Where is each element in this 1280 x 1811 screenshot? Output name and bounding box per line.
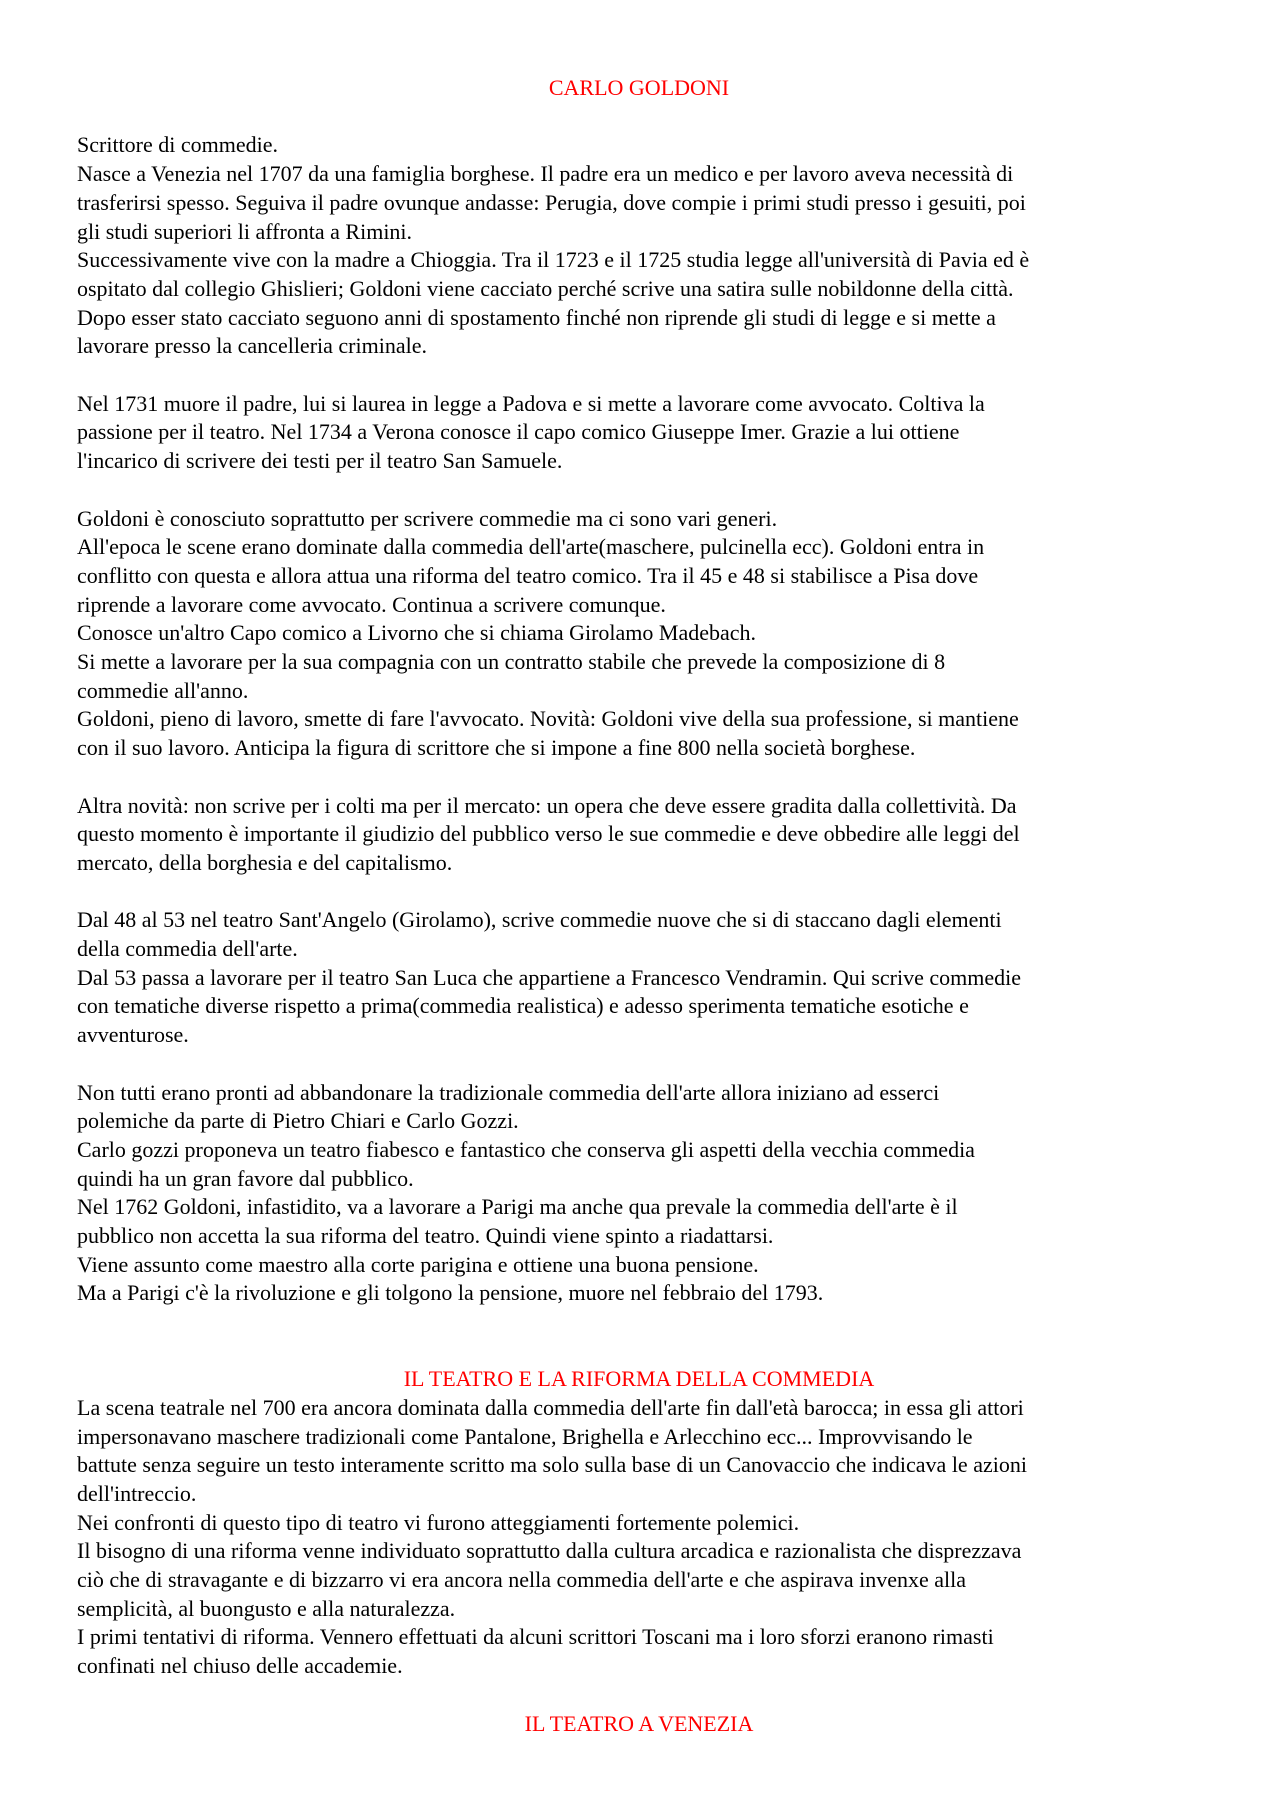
text-line: Dal 53 passa a lavorare per il teatro San Luca che appartiene a Francesco Vendramin. Qui scrive commedie — [77, 964, 1021, 990]
text-line: impersonavano maschere tradizionali come Pantalone, Brighella e Arlecchino ecc... Improvvisando le — [77, 1423, 973, 1449]
text-line: Carlo gozzi proponeva un teatro fiabesco e fantastico che conserva gli aspetti della vecchia commedia — [77, 1136, 975, 1162]
text-line: lavorare presso la cancelleria criminale. — [77, 333, 427, 359]
section-heading-venezia: IL TEATRO A VENEZIA — [524, 1710, 754, 1736]
text-line: Viene assunto come maestro alla corte parigina e ottiene una buona pensione. — [77, 1251, 759, 1277]
text-line: Non tutti erano pronti ad abbandonare la tradizionale commedia dell'arte allora iniziano ad esserci — [77, 1079, 940, 1105]
text-line: Ma a Parigi c'è la rivoluzione e gli tolgono la pensione, muore nel febbraio del 1793. — [77, 1280, 824, 1306]
paragraph-market — [77, 792, 1201, 878]
text-line: Dal 48 al 53 nel teatro Sant'Angelo (Girolamo), scrive commedie nuove che si di staccano dagli elementi — [77, 907, 1002, 933]
text-line: trasferirsi spesso. Seguiva il padre ovunque andasse: Perugia, dove compie i primi studi presso i gesuiti, poi — [77, 189, 1026, 215]
text-line: Nasce a Venezia nel 1707 da una famiglia borghese. Il padre era un medico e per lavoro aveva necessità di — [77, 161, 1014, 187]
text-line: l'incarico di scrivere dei testi per il teatro San Samuele. — [77, 448, 563, 474]
text-line: conflitto con questa e allora attua una riforma del teatro comico. Tra il 45 e 48 si stabilisce a Pisa dove — [77, 562, 979, 588]
paragraph-biography — [77, 131, 1201, 361]
text-line: polemiche da parte di Pietro Chiari e Carlo Gozzi. — [77, 1108, 519, 1134]
text-line: dell'intreccio. — [77, 1480, 197, 1506]
text-line: Nel 1762 Goldoni, infastidito, va a lavorare a Parigi ma anche qua prevale la commedia dell'arte è il — [77, 1194, 958, 1220]
text-line: semplicità, al buongusto e alla naturalezza. — [77, 1595, 456, 1621]
text-line: Conosce un'altro Capo comico a Livorno che si chiama Girolamo Madebach. — [77, 620, 757, 646]
text-line: quindi ha un gran favore dal pubblico. — [77, 1165, 414, 1191]
spacer — [77, 878, 1201, 907]
text-line: riprende a lavorare come avvocato. Continua a scrivere comunque. — [77, 591, 666, 617]
text-line: ospitato dal collegio Ghislieri; Goldoni viene cacciato perché scrive una satira sulle nobildonne della città. — [77, 275, 1014, 301]
text-line: Nel 1731 muore il padre, lui si laurea in legge a Padova e si mette a lavorare come avvocato. Coltiva la — [77, 390, 985, 416]
text-line: questo momento è importante il giudizio del pubblico verso le sue commedie e deve obbedire alle leggi del — [77, 821, 1020, 847]
paragraph-career — [77, 390, 1201, 476]
title-heading: CARLO GOLDONI — [548, 75, 730, 100]
document-page — [77, 74, 1201, 1738]
paragraph-theatres — [77, 906, 1201, 1050]
section-heading-reform: IL TEATRO E LA RIFORMA DELLA COMMEDIA — [403, 1366, 875, 1392]
text-line: battute senza seguire un testo interamente scritto ma solo sulla base di un Canovaccio che indicava le azioni — [77, 1452, 1027, 1478]
text-line: Nei confronti di questo tipo di teatro vi furono atteggiamenti fortemente polemici. — [77, 1509, 800, 1535]
text-line: Altra novità: non scrive per i colti ma per il mercato: un opera che deve essere gradita dalla collettività. Da — [77, 792, 1017, 818]
spacer — [77, 1308, 1201, 1365]
paragraph-polemics — [77, 1079, 1201, 1309]
spacer — [77, 1050, 1201, 1079]
text-line: avventurose. — [77, 1022, 189, 1048]
spacer — [77, 476, 1201, 505]
text-line: mercato, della borghesia e del capitalismo. — [77, 849, 453, 875]
text-line: gli studi superiori li affronta a Rimini. — [77, 218, 413, 244]
text-line: All'epoca le scene erano dominate dalla commedia dell'arte(maschere, pulcinella ecc). Goldoni entra in — [77, 534, 985, 560]
text-line: ciò che di stravagante e di bizzarro vi era ancora nella commedia dell'arte e che aspirava invenxe alla — [77, 1567, 967, 1593]
text-line: della commedia dell'arte. — [77, 936, 298, 962]
text-line: confinati nel chiuso delle accademie. — [77, 1653, 403, 1679]
spacer — [77, 103, 1201, 132]
text-line: Successivamente vive con la madre a Chioggia. Tra il 1723 e il 1725 studia legge all'università di Pavia ed è — [77, 247, 1030, 273]
text-line: commedie all'anno. — [77, 677, 249, 703]
text-line: I primi tentativi di riforma. Vennero effettuati da alcuni scrittori Toscani ma i loro sforzi eranono rimasti — [77, 1624, 994, 1650]
text-line: passione per il teatro. Nel 1734 a Verona conosce il capo comico Giuseppe Imer. Grazie a lui ottiene — [77, 419, 960, 445]
paragraph-commedia-arte — [77, 1394, 1201, 1681]
text-line: Goldoni, pieno di lavoro, smette di fare l'avvocato. Novità: Goldoni vive della sua professione, si mantiene — [77, 706, 1019, 732]
spacer — [77, 1681, 1201, 1710]
text-line: La scena teatrale nel 700 era ancora dominata dalla commedia dell'arte fin dall'età barocca; in essa gli attori — [77, 1394, 1024, 1420]
text-line: Il bisogno di una riforma venne individuato soprattutto dalla cultura arcadica e razionalista che disprezzava — [77, 1538, 1022, 1564]
spacer — [77, 763, 1201, 792]
text-line: Dopo esser stato cacciato seguono anni di spostamento finché non riprende gli studi di legge e si mette a — [77, 304, 996, 330]
text-line: Si mette a lavorare per la sua compagnia con un contratto stabile che prevede la composizione di 8 — [77, 649, 946, 675]
text-line: con tematiche diverse rispetto a prima(commedia realistica) e adesso sperimenta tematiche esotiche e — [77, 993, 969, 1019]
spacer — [77, 361, 1201, 390]
text-line: Scrittore di commedie. — [77, 132, 278, 158]
text-line: pubblico non accetta la sua riforma del teatro. Quindi viene spinto a riadattarsi. — [77, 1223, 774, 1249]
paragraph-reform — [77, 505, 1201, 763]
text-line: con il suo lavoro. Anticipa la figura di scrittore che si impone a fine 800 nella società borghese. — [77, 735, 916, 761]
text-line: Goldoni è conosciuto soprattutto per scrivere commedie ma ci sono vari generi. — [77, 505, 778, 531]
